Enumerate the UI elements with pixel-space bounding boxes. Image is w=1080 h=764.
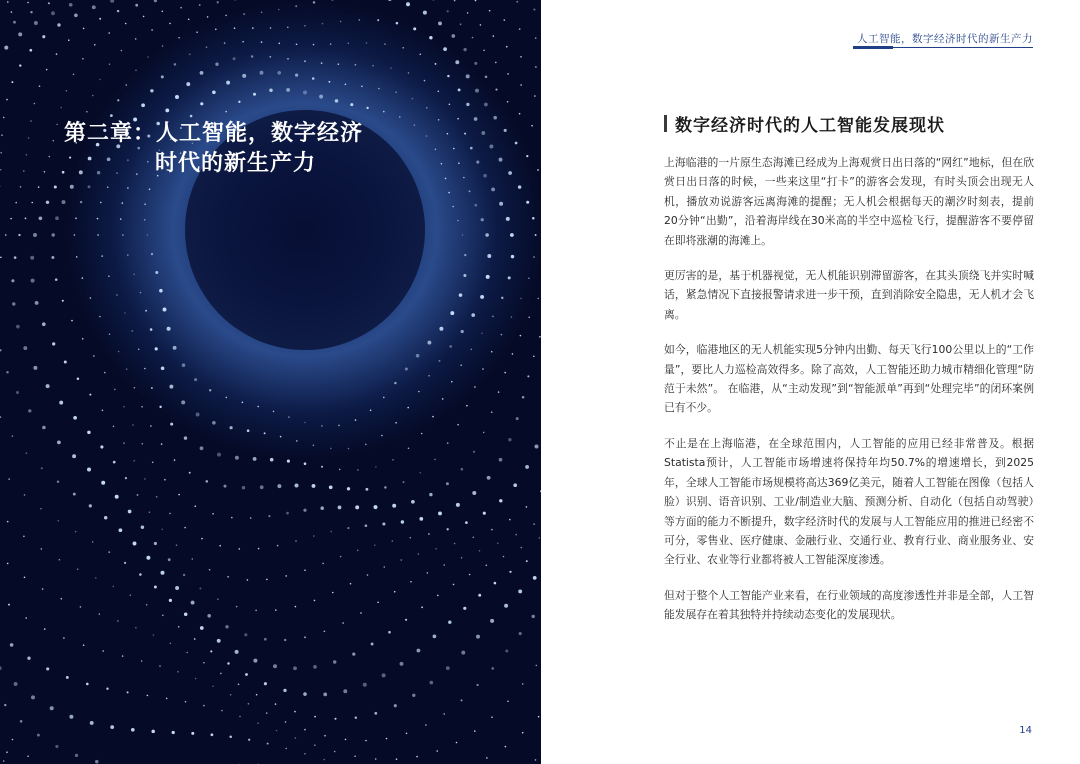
section-title: 数字经济时代的人工智能发展现状 [675,116,945,136]
header-rule-accent [853,46,893,49]
paragraph: 如今，临港地区的无人机能实现5分钟内出勤、每天飞行100公里以上的“工作量”，要比人力巡检高效得多。除了高效，人工智能还助力城市精细化管理“防范于未然”。 在临港，从“主动发现”到“智能派单”再到“处理完毕”的闭环案例已有不少。 [664,343,1034,415]
text-page [541,0,1080,764]
paragraph: 但对于整个人工智能产业来看，在行业领域的高度渗透性并非是全部，人工智能发展存在着其独特并持续动态变化的发展现状。 [664,588,1034,622]
page-number: 14 [1019,725,1032,736]
body-text [664,153,1034,641]
chapter-title-line1: 第二章：人工智能，数字经济 [64,121,364,146]
paragraph: 上海临港的一片原生态海滩已经成为上海观赏日出日落的“网红”地标，但在欣赏日出日落的时候，一些来这里“打卡”的游客会发现，有时头顶会出现无人机，播放劝说游客远离海滩的提醒；无人机会根据每天的潮汐时刻表，提前20分钟“出勤”，沿着海岸线在30米高的半空中巡检飞行，提醒游客不要停留在即将涨潮的海滩上。 [664,156,1034,247]
chapter-title [64,119,394,179]
paragraph: 不止是在上海临港，在全球范围内，人工智能的应用已经非常普及。根据Statista预计，人工智能市场增速将保持年均50.7%的增速增长，到2025年，全球人工智能市场规模将高达369亿美元，随着人工智能在图像（包括人脸）识别、语音识别、工业/制造业大脑、预测分析、自动化（包括自动驾驶）等方面的能力不断提升，数字经济时代的发展与人工智能应用的推进已经密不可分，零售业、医疗健康、金融行业、交通行业、教育行业、商业服务业、安全行业、农业等行业都将被人工智能深度渗透。 [664,436,1034,567]
running-header: 人工智能，数字经济时代的新生产力 [857,33,1033,45]
chapter-title-line2: 时代的新生产力 [155,151,317,176]
section-title-bar [664,115,667,132]
paragraph: 更厉害的是，基于机器视觉，无人机能识别滞留游客，在其头顶绕飞并实时喊话，紧急情况下直接报警请求进一步干预，直到消除安全隐患，无人机才会飞离。 [664,269,1034,321]
